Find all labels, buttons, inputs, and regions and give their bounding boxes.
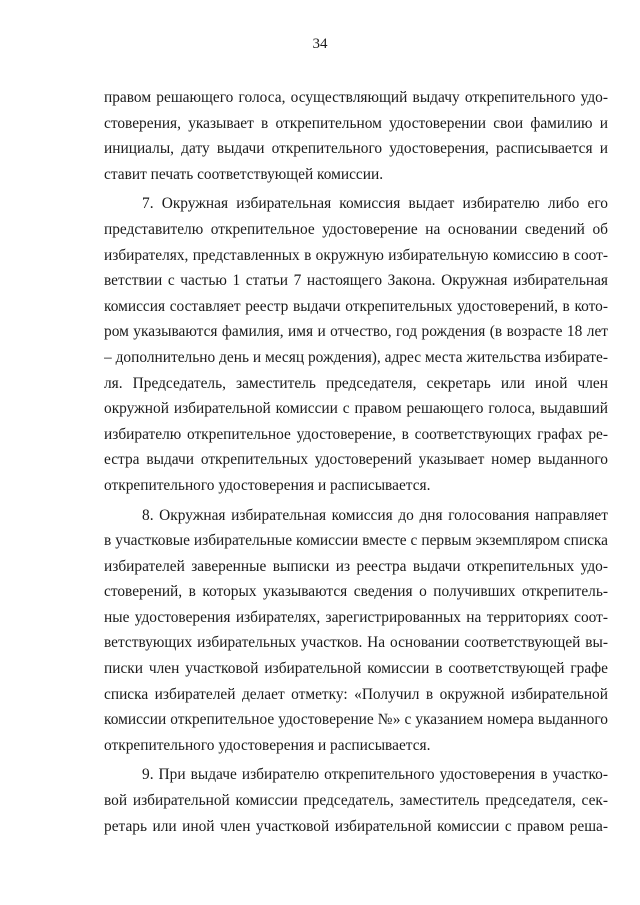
text-line: открепительного удостоверения и расписывается. [104, 476, 431, 494]
text-line: комиссии открепительное удостоверение №» с указанием номера выданного [104, 711, 608, 729]
text-line: писки член участковой избирательной комиссии в соответствующей графе [104, 660, 608, 678]
text-line: комиссия составляет реестр выдачи открепительных удостоверений, в кото- [104, 297, 608, 315]
text-line: ные удостоверения избирателях, зарегистрированных на территориях соот- [104, 608, 608, 626]
text-line: 9. При выдаче избирателю открепительного удостоверения в участко- [142, 766, 608, 784]
text-line: ретарь или иной член участковой избирательной комиссии с правом реша- [104, 817, 608, 835]
text-line: правом решающего голоса, осуществляющий выдачу открепительного удо- [104, 89, 608, 106]
text-line: стоверения, указывает в открепительном удостоверении свои фамилию и [104, 114, 608, 132]
text-line: ставит печать соответствующей комиссии. [104, 165, 384, 183]
text-line: инициалы, дату выдачи открепительного удостоверения, расписывается и [104, 140, 608, 158]
document-body [104, 85, 608, 839]
text-line: естра выдачи открепительных удостоверений указывает номер выданного [104, 451, 608, 469]
text-line: избирателях, представленных в окружную избирательную комиссию в соот- [104, 246, 608, 264]
page-number: 34 [312, 36, 328, 52]
text-line: 7. Окружная избирательная комиссия выдает избирателю либо его [142, 195, 608, 213]
text-line: вой избирательной комиссии председатель, заместитель председателя, сек- [104, 792, 608, 810]
text-line: ром указываются фамилия, имя и отчество, год рождения (в возрасте 18 лет [104, 323, 608, 341]
text-line: ля. Председатель, заместитель председателя, секретарь или иной член [104, 374, 608, 392]
text-line: избирателей заверенные выписки из реестра выдачи открепительных удо- [104, 557, 608, 575]
text-line: списка избирателей делает отметку: «Получил в окружной избирательной [104, 685, 608, 703]
text-line: ветствии с частью 1 статьи 7 настоящего Закона. Окружная избирательная [104, 272, 608, 290]
text-line: – дополнительно день и месяц рождения), адрес места жительства избирате- [104, 348, 608, 366]
text-line: избирателю открепительное удостоверение, в соответствующих графах ре- [104, 425, 608, 443]
text-line: представителю открепительное удостоверение на основании сведений об [104, 220, 608, 238]
text-line: ветствующих избирательных участков. На основании соответствующей вы- [104, 634, 608, 652]
text-line: стоверений, в которых указываются сведения о получивших открепитель- [104, 583, 608, 601]
text-line: окружной избирательной комиссии с правом решающего голоса, выдавший [104, 400, 608, 418]
text-line: 8. Окружная избирательная комиссия до дня голосования направляет [142, 506, 608, 524]
text-line: в участковые избирательные комиссии вместе с первым экземпляром списка [104, 532, 608, 550]
text-line: открепительного удостоверения и расписывается. [104, 736, 431, 754]
